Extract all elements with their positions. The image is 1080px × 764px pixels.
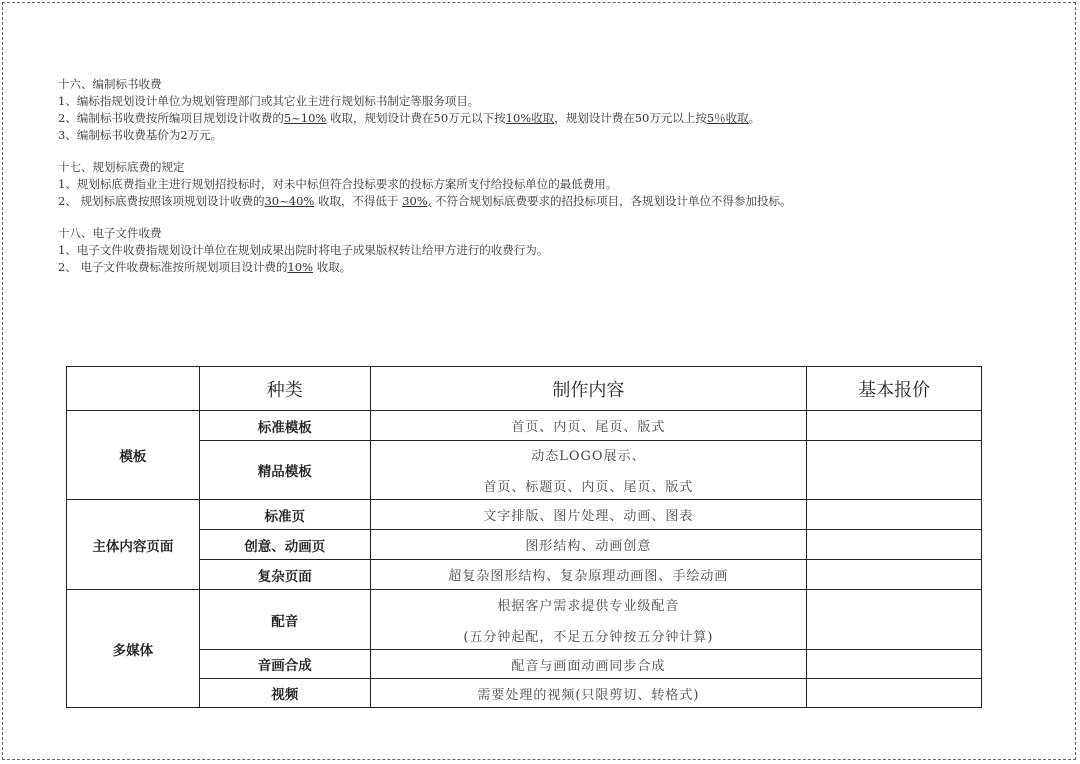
table-row	[67, 500, 982, 530]
rule-line	[58, 259, 1058, 276]
rule-text: 收取，不得低于	[314, 194, 403, 208]
content-line: 需要处理的视频(只限剪切、转格式)	[477, 687, 700, 703]
table-row	[67, 560, 982, 590]
table-row	[67, 441, 982, 500]
section-18	[58, 225, 1058, 276]
kind-cell: 音画合成	[199, 650, 370, 679]
section-title: 十八、电子文件收费	[58, 226, 162, 240]
rule-text: 收取。	[313, 260, 352, 274]
rule-text: 2、 规划标底费按照该项规划设计收费的	[58, 194, 265, 208]
price-cell	[807, 500, 982, 530]
header-content: 制作内容	[370, 367, 807, 411]
content-cell	[370, 679, 807, 708]
content-line: 根据客户需求提供专业级配音	[497, 598, 680, 614]
table-row	[67, 590, 982, 650]
price-cell	[807, 679, 982, 708]
header-price: 基本报价	[807, 367, 982, 411]
table-row	[67, 650, 982, 679]
rule-text: 3、编制标书收费基价为2万元。	[58, 128, 223, 142]
rule-line	[58, 110, 1058, 127]
content-cell	[370, 411, 807, 441]
content-cell	[370, 530, 807, 560]
price-cell	[807, 441, 982, 500]
rule-line	[58, 176, 1058, 193]
rate-text: 30%,	[402, 194, 432, 208]
kind-cell: 创意、动画页	[199, 530, 370, 560]
kind-cell: 标准页	[199, 500, 370, 530]
category-main-content: 主体内容页面	[67, 500, 200, 590]
rule-text: 1、编标指规划设计单位为规划管理部门或其它业主进行规划标书制定等服务项目。	[58, 94, 480, 108]
rule-line	[58, 93, 1058, 110]
table-row	[67, 679, 982, 708]
content-cell	[370, 560, 807, 590]
rate-text: 10%	[287, 260, 314, 274]
kind-cell: 视频	[199, 679, 370, 708]
price-cell	[807, 590, 982, 650]
kind-cell: 配音	[199, 590, 370, 650]
price-cell	[807, 411, 982, 441]
content-line: 首页、内页、尾页、版式	[511, 420, 666, 435]
content-line: 图形结构、动画创意	[525, 539, 652, 554]
content-cell	[370, 441, 807, 500]
table-row	[67, 411, 982, 441]
header-kind: 种类	[199, 367, 370, 411]
rule-text: 1、规划标底费指业主进行规划招投标时，对未中标但符合投标要求的投标方案所支付给投标单位的最低费用。	[58, 177, 618, 191]
table-header-row	[67, 367, 982, 411]
rule-text: 收取，规划设计费在50万元以下按	[326, 111, 506, 125]
price-table	[66, 366, 982, 708]
price-cell	[807, 650, 982, 679]
rule-text: ，规划设计费在50万元以上按	[554, 111, 707, 125]
section-title: 十七、规划标底费的规定	[58, 160, 185, 174]
kind-cell: 复杂页面	[199, 560, 370, 590]
content-line: 动态LOGO展示、	[531, 449, 646, 464]
rate-text: 5~10%	[283, 111, 327, 125]
header-category	[67, 367, 200, 411]
content-line: 配音与画面动画同步合成	[511, 658, 666, 674]
content-line: 文字排版、图片处理、动画、图表	[483, 509, 694, 524]
content-line: 超复杂图形结构、复杂原理动画图、手绘动画	[448, 569, 729, 584]
section-17	[58, 159, 1058, 210]
content-cell	[370, 650, 807, 679]
content-cell	[370, 500, 807, 530]
content-line: (五分钟起配，不足五分钟按五分钟计算)	[463, 629, 714, 645]
section-16	[58, 76, 1058, 144]
section-title: 十六、编制标书收费	[58, 77, 162, 91]
rate-text: 30~40%	[264, 194, 315, 208]
price-cell	[807, 530, 982, 560]
content-cell	[370, 590, 807, 650]
category-template: 模板	[67, 411, 200, 500]
content-line: 首页、标题页、内页、尾页、版式	[483, 480, 694, 495]
rate-text: 10%收取	[505, 111, 555, 125]
kind-cell: 精品模板	[199, 441, 370, 500]
rule-text: 2、 电子文件收费标准按所规划项目设计费的	[58, 260, 288, 274]
fee-rules-text	[58, 76, 1058, 291]
rate-text: 5％收取	[706, 111, 749, 125]
rule-text: 2、编制标书收费按所编项目规划设计收费的	[58, 111, 284, 125]
rule-text: 1、电子文件收费指规划设计单位在规划成果出院时将电子成果版权转让给甲方进行的收费行为。	[58, 243, 549, 257]
rule-line	[58, 193, 1058, 210]
category-multimedia: 多媒体	[67, 590, 200, 708]
rule-line	[58, 127, 1058, 144]
rule-line	[58, 242, 1058, 259]
kind-cell: 标准模板	[199, 411, 370, 441]
rule-text: 不符合规划标底费要求的招投标项目，各规划设计单位不得参加投标。	[431, 194, 792, 208]
price-cell	[807, 560, 982, 590]
table-row	[67, 530, 982, 560]
rule-text: 。	[748, 111, 761, 125]
